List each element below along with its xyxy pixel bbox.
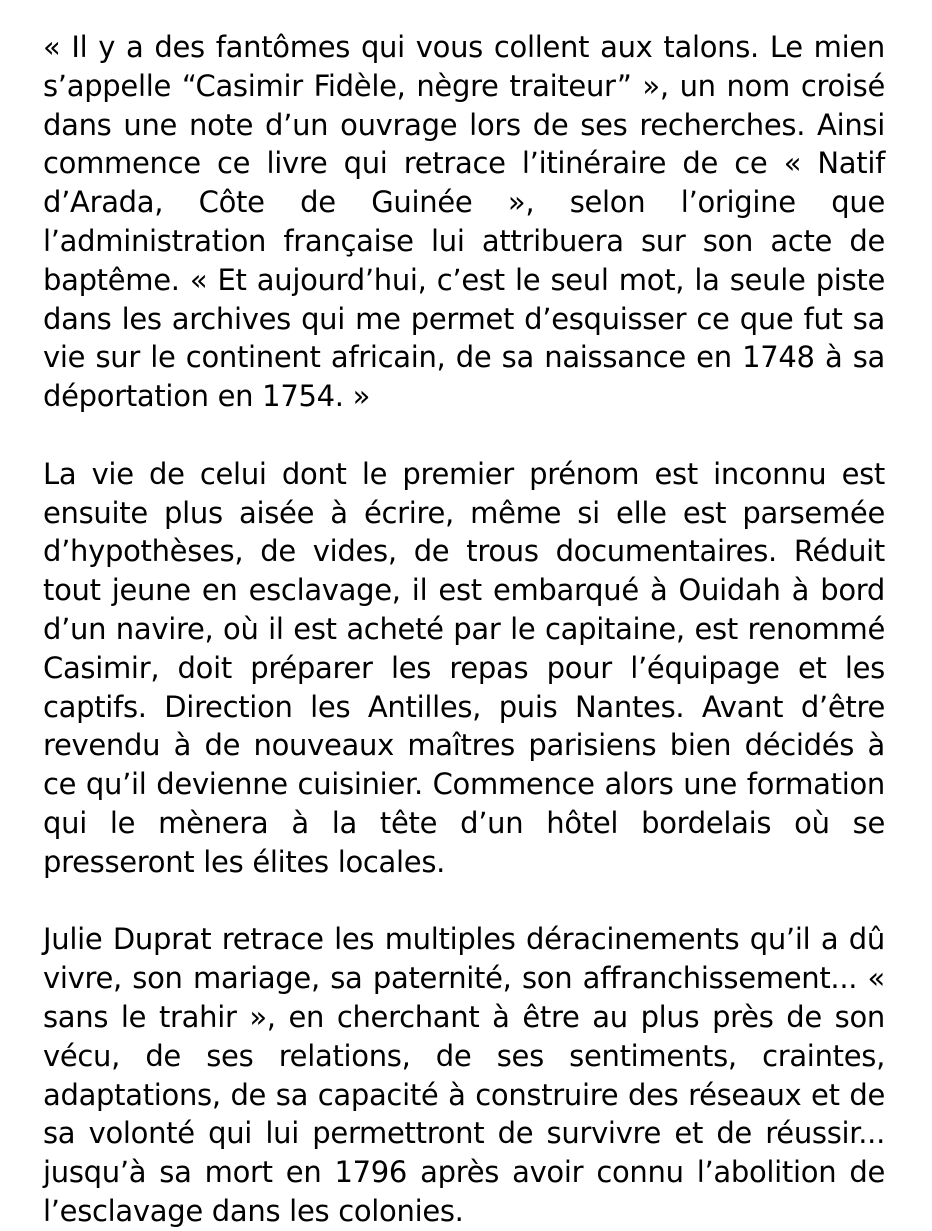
document-text <box>43 28 885 1231</box>
paragraph-life: La vie de celui dont le premier prénom est inconnu est ensuite plus aisée à écrire, même si elle est parsemée d’hypothèses, de vides, de trous documentaires. Réduit tout jeune en esclavage, il est embarqué à Ouidah à bord d’un navire, où il est acheté par le capitaine, est renommé Casimir, doit préparer les repas pour l’équipage et les captifs. Direction les Antilles, puis Nantes. Avant d’être revendu à de nouveaux maîtres parisiens bien décidés à ce qu’il devienne cuisinier. Commence alors une formation qui le mènera à la tête d’un hôtel bordelais où se presseront les élites locales. <box>43 456 885 879</box>
paragraph-intro: « Il y a des fantômes qui vous collent aux talons. Le mien s’appelle “Casimir Fidèle, nègre traiteur” », un nom croisé dans une note d’un ouvrage lors de ses recherches. Ainsi commence ce livre qui retrace l’itinéraire de ce « Natif d’Arada, Côte de Guinée », selon l’origine que l’administration française lui attribuera sur son acte de baptême. « Et aujourd’hui, c’est le seul mot, la seule piste dans les archives qui me permet d’esquisser ce que fut sa vie sur le continent africain, de sa naissance en 1748 à sa déportation en 1754. » <box>43 30 885 414</box>
paragraph-author: Julie Duprat retrace les multiples déracinements qu’il a dû vivre, son mariage, sa paternité, son affranchissement... « sans le trahir », en cherchant à être au plus près de son vécu, de ses relations, de ses sentiments, craintes, adaptations, de sa capacité à construire des réseaux et de sa volonté qui lui permettront de survivre et de réussir... jusqu’à sa mort en 1796 après avoir connu l’abolition de l’esclavage dans les colonies. <box>43 922 885 1228</box>
